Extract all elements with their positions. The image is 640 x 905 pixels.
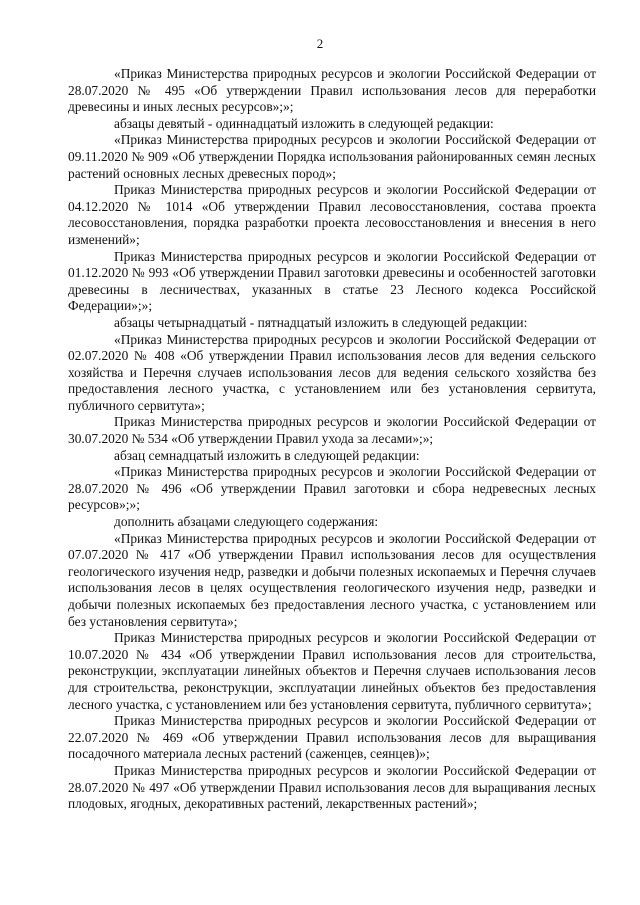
paragraph: Приказ Министерства природных ресурсов и экологии Российской Федерации от 04.12.2020 № 1014 «Об утверждении Правил лесовосстановления, состава проекта лесовосстановления, порядка разработки проекта лесовосстановления и внесения в него изменений»; <box>68 182 596 247</box>
paragraph: «Приказ Министерства природных ресурсов и экологии Российской Федерации от 02.07.2020 № 408 «Об утверждении Правил использования лесов для ведения сельского хозяйства и Перечня случаев использования лесов для ведения сельского хозяйства без предоставления лесного участка, с установлением или без установления сервитута, публичного сервитута»; <box>68 331 596 413</box>
paragraph: Приказ Министерства природных ресурсов и экологии Российской Федерации от 01.12.2020 № 993 «Об утверждении Правил заготовки древесины и особенностей заготовки древесины в лесничествах, указанных в статье 23 Лесного кодекса Российской Федерации»;»; <box>68 248 596 314</box>
paragraph: Приказ Министерства природных ресурсов и экологии Российской Федерации от 10.07.2020 № 434 «Об утверждении Правил использования лесов для строительства, реконструкции, эксплуатации линейных объектов и Перечня случаев использования лесов для строительства, реконструкции, эксплуатации линейных объектов без предоставления лесного участка, с установлением или без установления сервитута, публичного сервитута»; <box>68 630 596 712</box>
paragraph: «Приказ Министерства природных ресурсов и экологии Российской Федерации от 09.11.2020 № 909 «Об утверждении Порядка использования районированных семян лесных растений основных лесных древесных пород»; <box>68 132 596 181</box>
paragraph: «Приказ Министерства природных ресурсов и экологии Российской Федерации от 28.07.2020 № 495 «Об утверждении Правил использования лесов для переработки древесины и иных лесных ресурсов»;»; <box>68 66 596 115</box>
paragraph: дополнить абзацами следующего содержания: <box>114 514 379 530</box>
paragraph: Приказ Министерства природных ресурсов и экологии Российской Федерации от 30.07.2020 № 534 «Об утверждении Правил ухода за лесами»;»; <box>68 414 596 447</box>
paragraph: Приказ Министерства природных ресурсов и экологии Российской Федерации от 22.07.2020 № 469 «Об утверждении Правил использования лесов для выращивания посадочного материала лесных растений (саженцев, сеянцев)»; <box>68 713 596 762</box>
paragraph: абзацы четырнадцатый - пятнадцатый изложить в следующей редакции: <box>114 314 528 330</box>
document-body <box>68 66 596 813</box>
paragraph: абзац семнадцатый изложить в следующей редакции: <box>114 447 420 463</box>
paragraph: «Приказ Министерства природных ресурсов и экологии Российской Федерации от 28.07.2020 № 496 «Об утверждении Правил заготовки и сбора недревесных лесных ресурсов»;»; <box>68 464 596 513</box>
paragraph: «Приказ Министерства природных ресурсов и экологии Российской Федерации от 07.07.2020 № 417 «Об утверждении Правил использования лесов для осуществления геологического изучения недр, разведки и добычи полезных ископаемых и Перечня случаев использования лесов в целях осуществления геологического изучения недр, разведки и добычи полезных ископаемых без предоставления лесного участка, с установлением или без установления сервитута»; <box>68 530 596 629</box>
paragraph: абзацы девятый - одиннадцатый изложить в следующей редакции: <box>114 115 494 131</box>
paragraph: Приказ Министерства природных ресурсов и экологии Российской Федерации от 28.07.2020 № 497 «Об утверждении Правил использования лесов для выращивания лесных плодовых, ягодных, декоративных растений, лекарственных растений»; <box>68 762 596 812</box>
page-number: 2 <box>316 36 324 51</box>
